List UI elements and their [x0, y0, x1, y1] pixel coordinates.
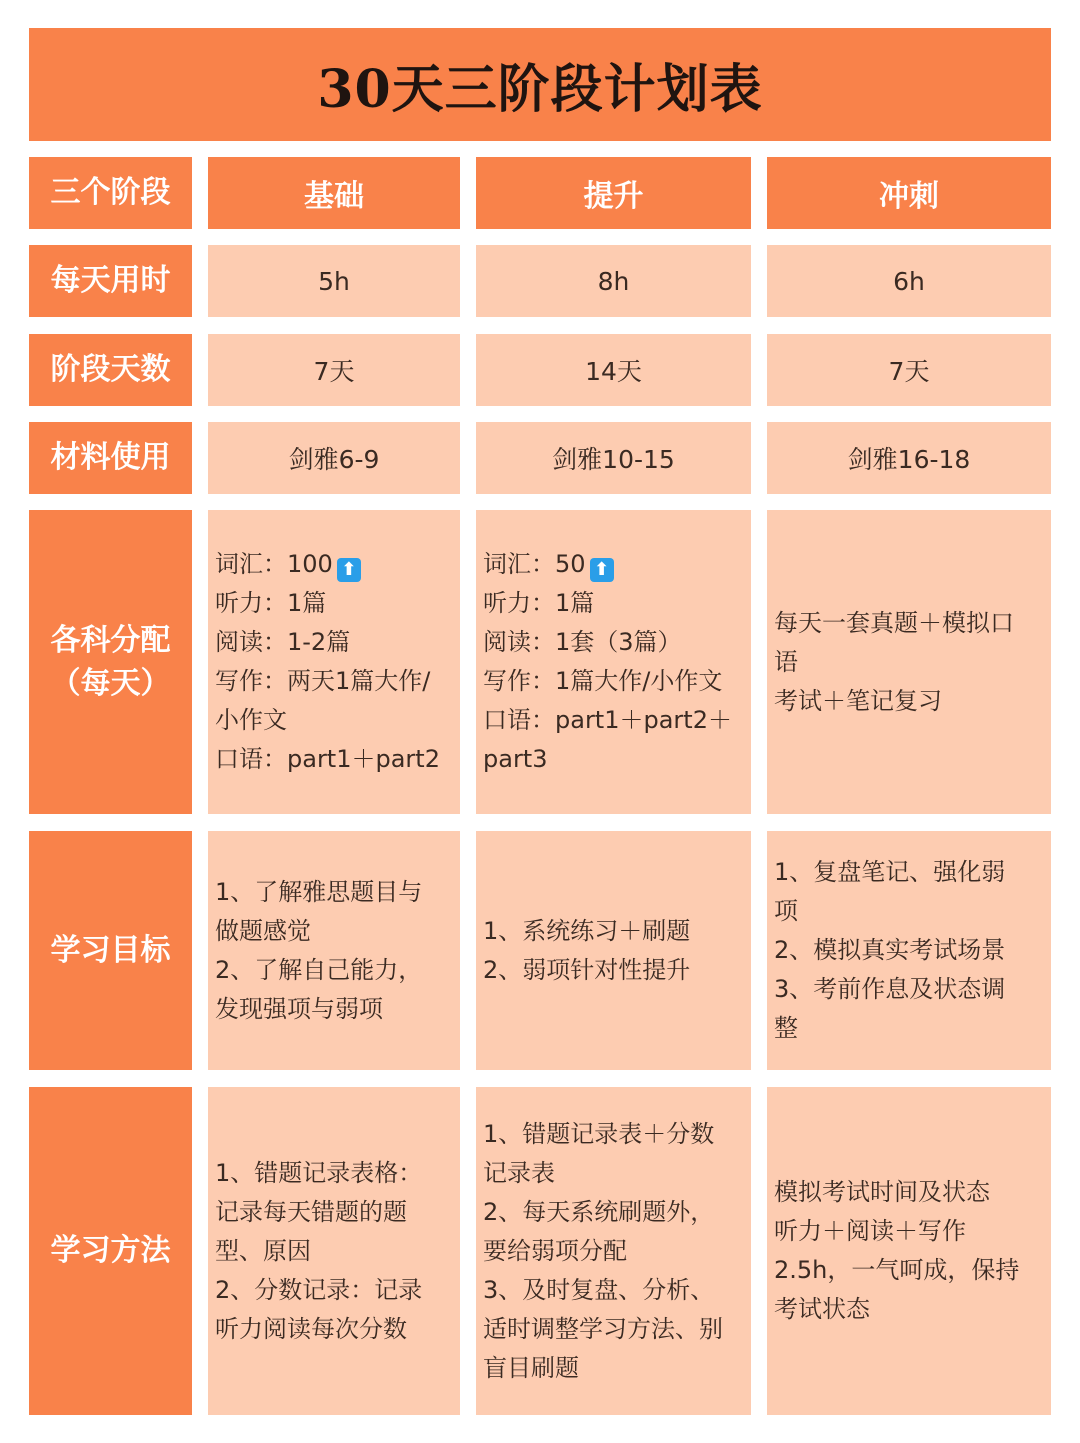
stage-header-basic-label: 基础 [304, 179, 364, 214]
up-arrow-icon: ⬆ [337, 558, 361, 582]
title-bar [29, 28, 1051, 141]
header-label: 三个阶段 [50, 175, 171, 211]
stage-days-improve [476, 334, 751, 406]
daily-time-label: 每天用时 [50, 263, 171, 299]
materials-label-cell [29, 422, 192, 494]
methods-basic [208, 1087, 460, 1415]
subjects-basic-line: 听力：1篇 [215, 589, 327, 617]
goals-basic [208, 831, 460, 1070]
daily-time-improve [476, 245, 751, 317]
stage-header-improve [476, 157, 751, 229]
stage-header-improve-label: 提升 [583, 179, 644, 214]
subjects-sprint [767, 510, 1051, 814]
subjects-improve-line: 阅读：1套（3篇） [483, 628, 682, 656]
subjects-basic-line: 写作：两天1篇大作/ [215, 667, 431, 695]
subjects-improve [476, 510, 751, 814]
methods-label-cell [29, 1087, 192, 1415]
subjects-sprint-line: 语 [774, 647, 798, 676]
subjects-label-cell [29, 510, 192, 814]
goals-sprint-line: 项 [774, 897, 798, 925]
methods-sprint [767, 1087, 1051, 1415]
methods-improve-line: 记录表 [483, 1158, 555, 1187]
subjects-basic-line [215, 545, 454, 584]
subjects-sprint-line: 每天一套真题＋模拟口 [774, 608, 1014, 637]
methods-improve-line: 1、错题记录表＋分数 [483, 1119, 715, 1148]
goals-sprint-line: 3、考前作息及状态调 [774, 975, 1006, 1003]
daily-time-sprint [767, 245, 1051, 317]
goals-improve-line: 1、系统练习＋刷题 [483, 916, 691, 945]
subjects-basic-line: 小作文 [215, 706, 287, 734]
methods-sprint-line: 听力＋阅读＋写作 [774, 1217, 966, 1245]
subjects-improve-line: 写作：1篇大作/小作文 [483, 667, 723, 695]
methods-basic-line: 听力阅读每次分数 [215, 1314, 407, 1343]
stage-days-sprint-value: 7天 [888, 357, 930, 386]
methods-improve-line: 要给弱项分配 [483, 1236, 627, 1265]
subjects-improve-line: 听力：1篇 [483, 589, 595, 617]
up-arrow-icon: ⬆ [590, 558, 614, 582]
methods-sprint-line: 考试状态 [774, 1295, 870, 1323]
stage-days-basic [208, 334, 460, 406]
daily-time-label-cell [29, 245, 192, 317]
methods-improve-line: 适时调整学习方法、别 [483, 1314, 723, 1343]
goals-sprint [767, 831, 1051, 1070]
goals-basic-line: 1、了解雅思题目与 [215, 877, 423, 906]
materials-sprint [767, 422, 1051, 494]
goals-sprint-line: 1、复盘笔记、强化弱 [774, 858, 1006, 886]
subjects-improve-line: part3 [483, 745, 548, 773]
stage-header-basic [208, 157, 460, 229]
stage-days-sprint [767, 334, 1051, 406]
header-label-cell [29, 157, 192, 229]
subjects-basic [208, 510, 460, 814]
subjects-improve-vocab: 词汇：50 [483, 550, 586, 578]
methods-sprint-line: 2.5h，一气呵成，保持 [774, 1256, 1020, 1284]
daily-time-basic [208, 245, 460, 317]
stage-days-improve-value: 14天 [585, 357, 642, 386]
goals-label-cell [29, 831, 192, 1070]
subjects-sprint-line: 考试＋笔记复习 [774, 686, 942, 715]
materials-improve [476, 422, 751, 494]
subjects-improve-line [483, 545, 745, 584]
subjects-basic-vocab: 词汇：100 [215, 550, 333, 578]
materials-improve-value: 剑雅10-15 [552, 445, 675, 474]
methods-basic-line: 2、分数记录：记录 [215, 1275, 423, 1304]
subjects-label: 各科分配 （每天） [50, 622, 171, 701]
daily-time-improve-value: 8h [597, 266, 630, 296]
stage-header-sprint [767, 157, 1051, 229]
materials-sprint-value: 剑雅16-18 [847, 445, 971, 474]
daily-time-sprint-value: 6h [893, 266, 925, 296]
subjects-basic-line: 阅读：1-2篇 [215, 628, 351, 656]
goals-basic-line: 做题感觉 [215, 916, 311, 945]
materials-basic [208, 422, 460, 494]
goals-improve [476, 831, 751, 1070]
methods-improve-line: 2、每天系统刷题外， [483, 1197, 715, 1226]
methods-sprint-line: 模拟考试时间及状态 [774, 1178, 990, 1206]
stage-header-sprint-label: 冲刺 [879, 179, 939, 214]
goals-sprint-line: 整 [774, 1014, 798, 1042]
stage-days-basic-value: 7天 [313, 357, 355, 386]
goals-improve-line: 2、弱项针对性提升 [483, 955, 691, 984]
methods-basic-line: 型、原因 [215, 1236, 311, 1265]
goals-basic-line: 发现强项与弱项 [215, 994, 383, 1023]
materials-basic-value: 剑雅6-9 [288, 445, 380, 474]
subjects-basic-line: 口语：part1＋part2 [215, 745, 440, 773]
goals-label: 学习目标 [50, 932, 171, 968]
page-title: 30天三阶段计划表 [317, 59, 763, 120]
subjects-improve-line: 口语：part1＋part2＋ [483, 706, 732, 734]
stage-days-label-cell [29, 334, 192, 406]
daily-time-basic-value: 5h [318, 266, 350, 296]
materials-label: 材料使用 [50, 440, 171, 476]
methods-improve [476, 1087, 751, 1415]
goals-basic-line: 2、了解自己能力， [215, 955, 423, 984]
methods-improve-line: 3、及时复盘、分析、 [483, 1275, 715, 1304]
stage-days-label: 阶段天数 [50, 352, 171, 388]
methods-basic-line: 记录每天错题的题 [215, 1197, 407, 1226]
methods-label: 学习方法 [50, 1233, 171, 1269]
methods-basic-line: 1、错题记录表格： [215, 1158, 423, 1187]
goals-sprint-line: 2、模拟真实考试场景 [774, 936, 1006, 964]
methods-improve-line: 盲目刷题 [483, 1353, 579, 1382]
